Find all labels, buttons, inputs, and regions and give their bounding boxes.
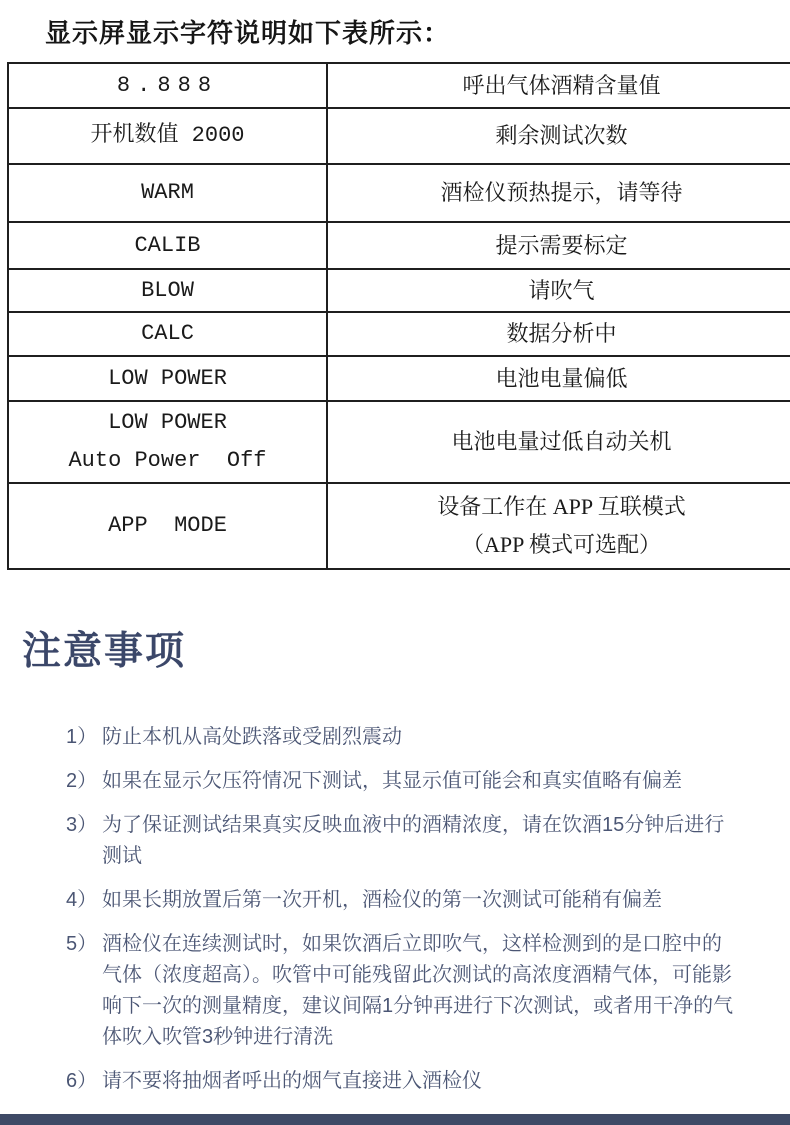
- display-code-cell: [8, 312, 327, 355]
- list-item-number: 1）: [66, 725, 98, 748]
- display-code: CALC: [141, 321, 194, 347]
- meaning-text: 请吹气: [528, 278, 595, 303]
- list-item-number: 6）: [66, 1069, 98, 1092]
- meaning-cell: [327, 164, 790, 222]
- table-row: [8, 401, 790, 483]
- footer-bar: [0, 1114, 790, 1125]
- meaning-text: 设备工作在 APP 互联模式: [437, 494, 686, 520]
- meaning-cell: [327, 483, 790, 569]
- meaning-cell: [327, 63, 790, 108]
- display-code: Auto Power Off: [68, 447, 267, 473]
- list-item: [66, 766, 734, 797]
- display-code-cell: [8, 269, 327, 312]
- display-code: 开机数值 2000: [90, 123, 245, 149]
- table-row: [8, 108, 790, 164]
- meaning-cell: [327, 356, 790, 401]
- meaning-cell: [327, 108, 790, 164]
- meaning-text: 电池电量过低自动关机: [451, 429, 672, 455]
- table-row: [8, 312, 790, 355]
- display-code: LOW POWER: [108, 365, 227, 391]
- display-code: 8.888: [116, 72, 219, 98]
- list-item-text: 防止本机从高处跌落或受剧烈震动: [102, 725, 402, 748]
- list-item: [66, 885, 734, 916]
- list-item-text: 如果长期放置后第一次开机，酒检仪的第一次测试可能稍有偏差: [102, 888, 662, 911]
- meaning-text: 酒检仪预热提示，请等待: [440, 180, 683, 206]
- precautions-list: [66, 722, 734, 1097]
- display-code-cell: [8, 164, 327, 222]
- list-item-text: 如果在显示欠压符情况下测试，其显示值可能会和真实值略有偏差: [102, 769, 682, 792]
- meaning-text: 呼出气体酒精含量值: [462, 72, 661, 98]
- list-item: [66, 722, 734, 753]
- list-item-text: 酒检仪在连续测试时，如果饮酒后立即吹气，这样检测到的是口腔中的气体（浓度超高）。吹管中可能残留此次测试的高浓度酒精气体，可能影响下一次的测量精度，建议间隔1分钟再进行下次测试，或者用干净的气体吹入吹管3秒钟进行清洗: [102, 932, 734, 1048]
- meaning-cell: [327, 312, 790, 355]
- display-code: LOW POWER: [108, 410, 227, 436]
- list-item-text: 请不要将抽烟者呼出的烟气直接进入酒检仪: [102, 1069, 482, 1092]
- meaning-text: 数据分析中: [506, 321, 617, 347]
- meaning-text: 电池电量偏低: [495, 365, 628, 391]
- meaning-text: 提示需要标定: [495, 232, 628, 258]
- list-item: [66, 929, 734, 1053]
- table-row: [8, 356, 790, 401]
- meaning-cell: [327, 401, 790, 483]
- table-row: [8, 483, 790, 569]
- display-code-cell: [8, 222, 327, 269]
- display-code-cell: [8, 401, 327, 483]
- list-item-number: 2）: [66, 769, 98, 792]
- list-item-number: 3）: [66, 813, 98, 836]
- list-item-text: 为了保证测试结果真实反映血液中的酒精浓度，请在饮酒15分钟后进行测试: [102, 813, 725, 867]
- table-row: [8, 164, 790, 222]
- display-code: APP MODE: [108, 513, 227, 539]
- list-item-number: 4）: [66, 888, 98, 911]
- table-row: [8, 63, 790, 108]
- display-codes-table: [7, 62, 790, 570]
- display-code-cell: [8, 483, 327, 569]
- display-code-cell: [8, 108, 327, 164]
- meaning-text: （APP 模式可选配）: [461, 531, 662, 557]
- table-row: [8, 269, 790, 312]
- intro-heading: 显示屏显示字符说明如下表所示：: [45, 19, 451, 48]
- display-code-cell: [8, 356, 327, 401]
- display-code: CALIB: [134, 232, 201, 258]
- meaning-text: 剩余测试次数: [495, 123, 628, 149]
- list-item: [66, 1066, 734, 1097]
- display-code: WARM: [141, 180, 194, 206]
- table-row: [8, 222, 790, 269]
- meaning-cell: [327, 222, 790, 269]
- meaning-cell: [327, 269, 790, 312]
- display-code-cell: [8, 63, 327, 108]
- list-item: [66, 810, 734, 872]
- display-code: BLOW: [141, 278, 194, 303]
- list-item-number: 5）: [66, 932, 98, 955]
- precautions-heading: 注意事项: [22, 629, 187, 673]
